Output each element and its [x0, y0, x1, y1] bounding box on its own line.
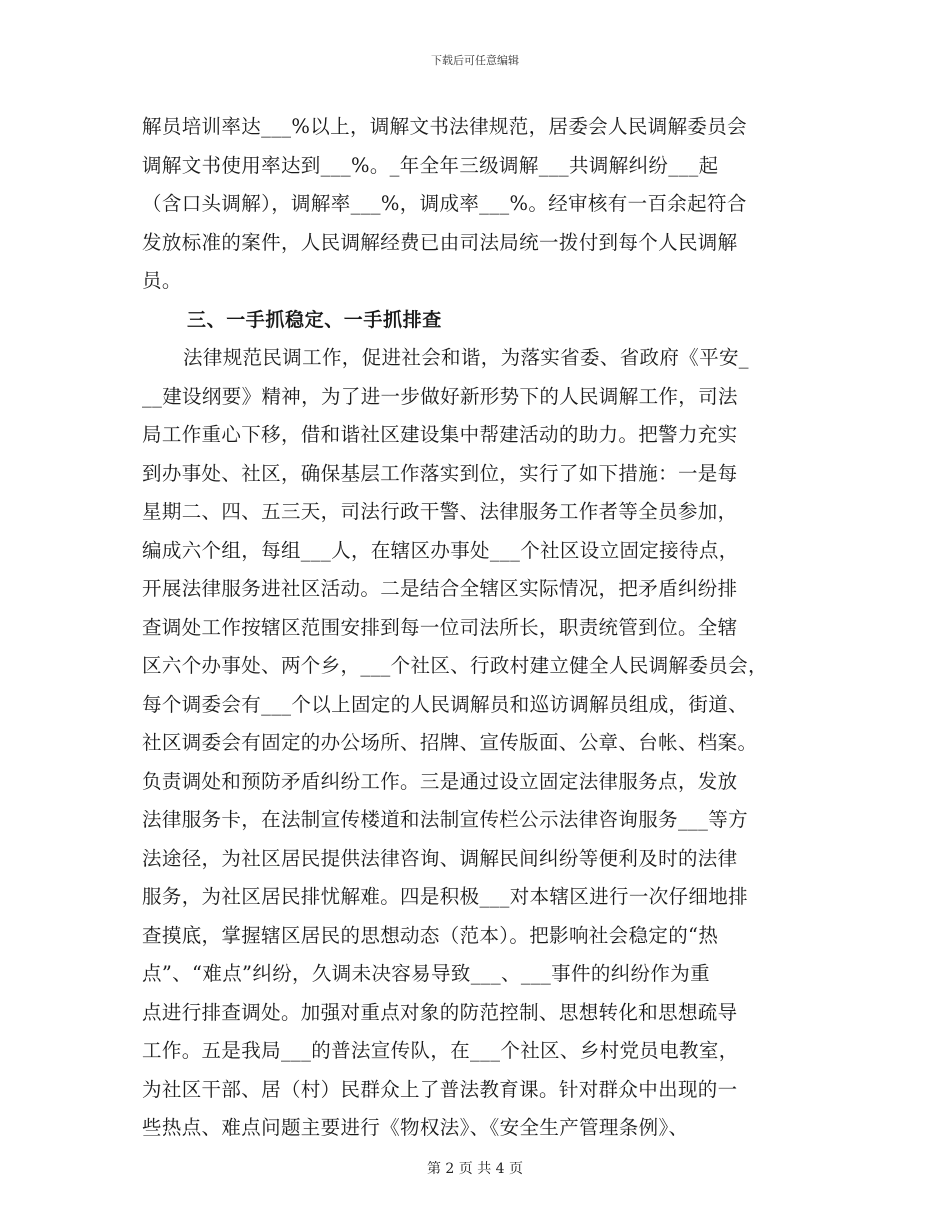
body-line: 区六个办事处、两个乡，___个社区、行政村建立健全人民调解委员会， — [142, 654, 768, 677]
body-line: （含口头调解），调解率___%，调成率___%。经审核有一百余起符合 — [142, 192, 747, 215]
body-line: 服务，为社区居民排忧解难。四是积极___对本辖区进行一次仔细地排 — [142, 885, 748, 908]
body-line: 为社区干部、居（村）民群众上了普法教育课。针对群众中出现的一 — [142, 1077, 738, 1101]
body-line: 调解文书使用率达到___%。_年全年三级调解___共调解纠纷___起 — [142, 153, 719, 177]
page-header: 下载后可任意编辑 — [431, 54, 519, 67]
body-line: __建设纲要》精神，为了进一步做好新形势下的人民调解工作，司法 — [142, 384, 738, 408]
body-line: 到办事处、社区，确保基层工作落实到位，实行了如下措施：一是每 — [142, 461, 738, 485]
body-line: 点”、“难点”纠纷，久调未决容易导致___、___事件的纠纷作为重 — [142, 962, 710, 985]
body-line: 编成六个组，每组___人，在辖区办事处___个社区设立固定接待点， — [142, 538, 739, 562]
body-line: 负责调处和预防矛盾纠纷工作。三是通过设立固定法律服务点，发放 — [142, 769, 738, 793]
body-line: 法途径，为社区居民提供法律咨询、调解民间纠纷等便利及时的法律 — [142, 846, 738, 870]
section-heading: 三、一手抓稳定、一手抓排查 — [187, 308, 442, 331]
body-line: 工作。五是我局___的普法宣传队，在___个社区、乡村党员电教室， — [142, 1039, 739, 1062]
body-line: 查摸底，掌握辖区居民的思想动态（范本）。把影响社会稳定的“热 — [142, 923, 719, 947]
body-line: 每个调委会有___个以上固定的人民调解员和巡访调解员组成，街道、 — [142, 692, 748, 716]
body-line: 查调处工作按辖区范围安排到每一位司法所长，职责统管到位。全辖 — [142, 615, 738, 639]
body-line: 点进行排查调处。加强对重点对象的防范控制、思想转化和思想疏导 — [142, 1000, 738, 1024]
body-line: 法律规范民调工作，促进社会和谐，为落实省委、省政府《平安_ — [183, 346, 749, 369]
body-line: 社区调委会有固定的办公场所、招牌、宣传版面、公章、台帐、档案。 — [142, 731, 758, 754]
body-line: 星期二、四、五三天，司法行政干警、法律服务工作者等全员参加， — [142, 500, 738, 523]
body-line: 发放标准的案件，人民调解经费已由司法局统一拨付到每个人民调解 — [142, 230, 738, 254]
body-line: 法律服务卡，在法制宣传楼道和法制宣传栏公示法律咨询服务___等方 — [142, 808, 748, 831]
document-body — [142, 108, 832, 1148]
body-line: 开展法律服务进社区活动。二是结合全辖区实际情况，把矛盾纠纷排 — [142, 577, 738, 600]
body-line: 解员培训率达___%以上，调解文书法律规范，居委会人民调解委员会 — [142, 115, 747, 138]
body-line: 员。 — [142, 269, 182, 292]
body-line: 些热点、难点问题主要进行《物权法》、《安全生产管理条例》、 — [142, 1116, 689, 1139]
body-line: 局工作重心下移，借和谐社区建设集中帮建活动的助力。把警力充实 — [142, 423, 738, 446]
page-number-footer: 第 2 页 共 4 页 — [426, 1161, 524, 1177]
